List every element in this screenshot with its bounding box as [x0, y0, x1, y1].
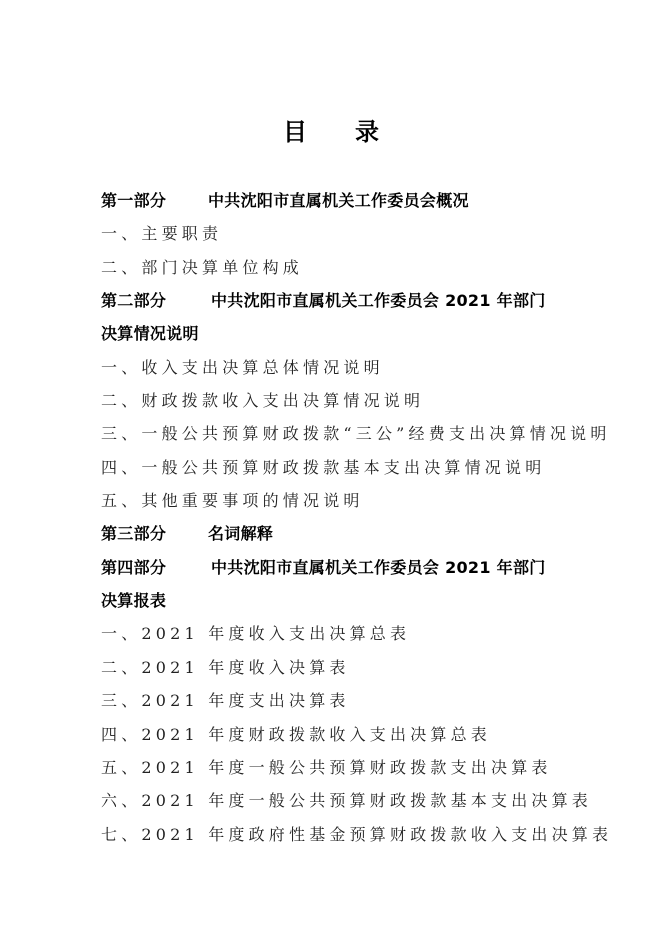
toc-part-label: 第一部分 [101, 191, 167, 210]
toc-item[interactable]: 三、2021 年度支出决算表 [101, 691, 350, 711]
toc-item[interactable]: 二、部门决算单位构成 [101, 257, 304, 277]
toc-item[interactable]: 一、2021 年度收入支出决算总表 [101, 624, 411, 644]
toc-part-label: 第四部分 [101, 557, 167, 577]
toc-item[interactable]: 一、主要职责 [101, 224, 223, 244]
toc-item[interactable]: 四、一般公共预算财政拨款基本支出决算情况说明 [101, 457, 546, 477]
toc-part-title: 中共沈阳市直属机关工作委员会 2021 年部门 [211, 557, 546, 577]
toc-item[interactable]: 三、一般公共预算财政拨款“三公”经费支出决算情况说明 [101, 424, 611, 444]
toc-part-label: 第三部分 [101, 524, 167, 544]
toc-part-label: 第二部分 [101, 291, 167, 311]
toc-part-3[interactable] [101, 517, 571, 550]
toc-item[interactable]: 四、2021 年度财政拨款收入支出决算总表 [101, 724, 492, 744]
toc-item[interactable]: 一、收入支出决算总体情况说明 [101, 357, 384, 377]
toc-item[interactable]: 七、2021 年度政府性基金预算财政拨款收入支出决算表 [101, 824, 613, 844]
toc-part-1[interactable] [101, 184, 571, 217]
table-of-contents [101, 184, 613, 851]
toc-item[interactable]: 二、财政拨款收入支出决算情况说明 [101, 391, 425, 411]
toc-part-title: 中共沈阳市直属机关工作委员会 2021 年部门 [211, 291, 546, 311]
toc-item[interactable]: 六、2021 年度一般公共预算财政拨款基本支出决算表 [101, 791, 593, 811]
toc-part-4[interactable] [101, 551, 571, 584]
toc-part-title: 名词解释 [208, 524, 274, 544]
page-title [0, 112, 662, 152]
toc-part-2-continued[interactable]: 决算情况说明 [101, 324, 199, 344]
toc-item[interactable]: 五、2021 年度一般公共预算财政拨款支出决算表 [101, 757, 552, 777]
title-char-1: 目 [283, 118, 307, 146]
toc-item[interactable]: 五、其他重要事项的情况说明 [101, 491, 364, 511]
toc-item[interactable]: 二、2021 年度收入决算表 [101, 657, 350, 677]
toc-part-4-continued[interactable]: 决算报表 [101, 591, 167, 611]
toc-part-2[interactable] [101, 284, 571, 317]
toc-part-title: 中共沈阳市直属机关工作委员会概况 [208, 191, 469, 210]
title-char-2: 录 [355, 118, 379, 146]
